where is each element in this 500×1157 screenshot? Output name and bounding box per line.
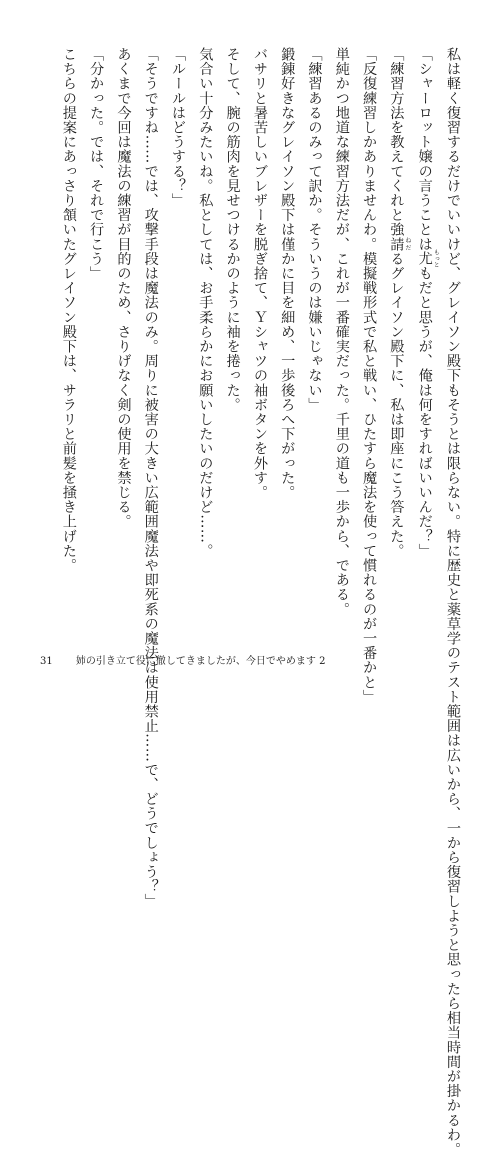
ruby-reading: もっと — [432, 249, 440, 269]
paragraph-text: 気合い十分みたいね。私としては、お手柔らかにお願いしたいのだけど……。 — [197, 47, 214, 558]
paragraph-text: 「反復練習しかありませんわ。模擬戦形式で私と戦い、ひたすら魔法を使って慣れるのが一番かと」 — [361, 47, 378, 704]
paragraph-text: そして、腕の筋肉を見せつけるかのように袖を捲った。 — [224, 47, 241, 412]
paragraph-text: もだと思うが、俺は何をすればいいんだ？」 — [416, 266, 433, 559]
page-footer — [40, 655, 325, 669]
paragraph — [55, 47, 82, 592]
paragraph-text: 鍛錬好きなグレイソン殿下は僅かに目を細め、一歩後ろへ下がった。 — [279, 47, 296, 500]
paragraph-text: こちらの提案にあっさり頷いたグレイソン殿下は、サラリと前髪を掻き上げた。 — [60, 47, 77, 573]
paragraph — [273, 47, 300, 592]
paragraph-text: 「シャーロット嬢の言うことは — [416, 47, 433, 252]
paragraph — [191, 47, 218, 592]
paragraph-text: 「分かった。では、それで行こう」 — [88, 47, 105, 281]
ruby-reading: ねだ — [403, 236, 411, 252]
paragraph-text: るグレイソン殿下に、私は即座にこう答えた。 — [388, 251, 405, 559]
paragraph — [246, 47, 273, 592]
paragraph — [218, 47, 245, 592]
paragraph — [328, 47, 355, 617]
paragraph — [82, 47, 109, 592]
ruby-base: 尤 — [416, 249, 433, 269]
paragraph-text: 「そうですね……では、攻撃手段は魔法のみ。周りに被害の大きい広範囲魔法や即死系の魔法は使用禁止……で、どうでしょう？」 — [142, 47, 159, 909]
ruby-base: 請 — [388, 236, 405, 252]
paragraph — [355, 47, 382, 704]
paragraph-text: 「練習方法を教えてくれと強 — [388, 47, 405, 237]
paragraph — [136, 47, 163, 909]
paragraph-text: バサリと暑苦しいブレザーを脱ぎ捨て、Ｙシャツの袖ボタンを外す。 — [251, 47, 268, 500]
ruby-annotation — [388, 236, 411, 252]
paragraph — [439, 47, 466, 1157]
paragraph — [382, 47, 410, 592]
paragraph — [164, 47, 191, 592]
book-title: 姉の引き立て役に徹してきましたが、今日でやめます 2 — [75, 656, 326, 667]
paragraph-text: 私は軽く復習するだけでいいけど、グレイソン殿下もそうとは限らない。特に歴史と薬草学のテスト範囲は広いから、一から復習しようと思ったら相当時間が掛かるわ。 — [445, 47, 461, 1157]
paragraph-text: あくまで今回は魔法の練習が目的のため、さりげなく剣の使用を禁じる。 — [115, 47, 132, 529]
paragraph — [300, 47, 327, 592]
paragraph-text: 「ルールはどうする？」 — [170, 47, 187, 208]
ruby-annotation — [416, 249, 440, 269]
page-number: 31 — [40, 656, 53, 667]
paragraph — [109, 47, 136, 592]
paragraph-text: 単純かつ地道な練習方法だが、これが一番確実だった。千里の道も一歩から、である。 — [333, 47, 350, 617]
paragraph-text: 「練習あるのみって訳か。そういうのは嫌いじゃない」 — [306, 47, 323, 412]
paragraph — [410, 47, 438, 592]
